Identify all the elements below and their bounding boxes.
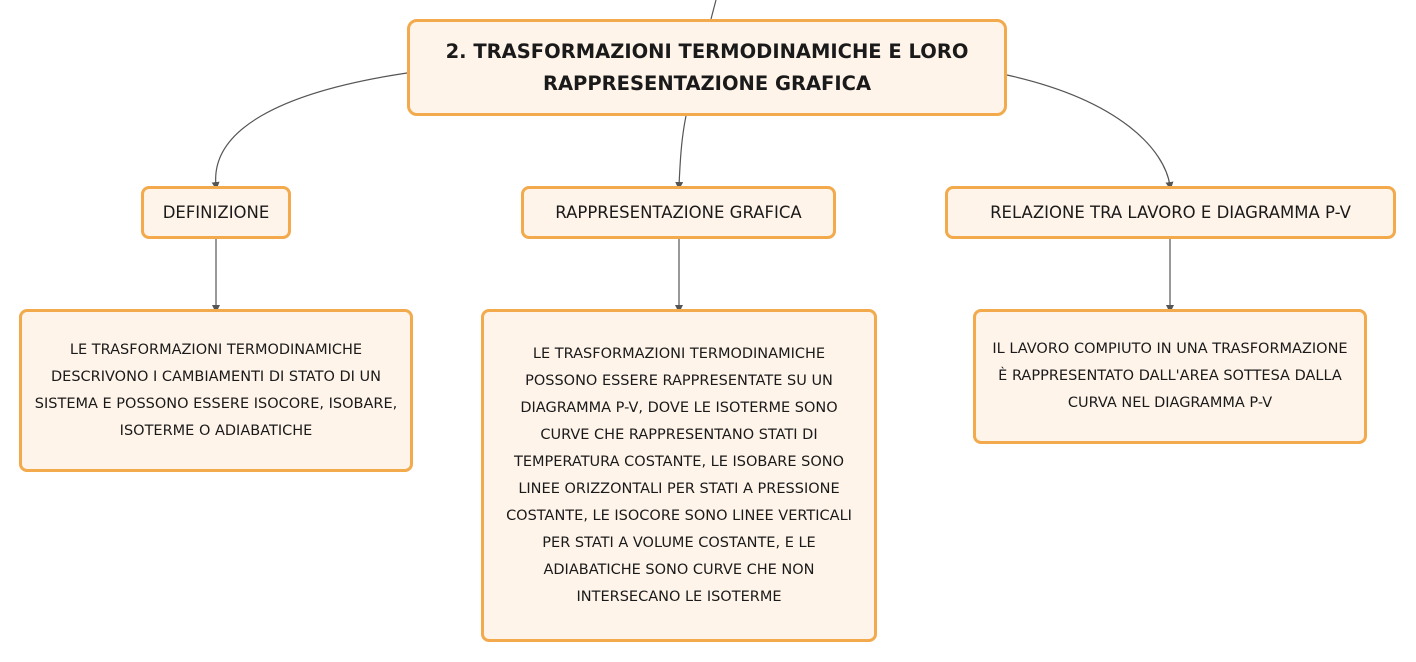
- topic-node-label: RELAZIONE TRA LAVORO E DIAGRAMMA P-V: [990, 203, 1351, 222]
- description-node-relazione-lavoro-diagramma[interactable]: [973, 309, 1367, 444]
- topic-node-definizione[interactable]: [141, 186, 291, 239]
- topic-node-relazione-lavoro-diagramma[interactable]: [945, 186, 1396, 239]
- connector-root-to-rappresentazione: [679, 116, 686, 186]
- topic-node-rappresentazione-grafica[interactable]: [521, 186, 836, 239]
- topic-node-label: DEFINIZIONE: [162, 203, 270, 222]
- topic-node-label: RAPPRESENTAZIONE GRAFICA: [555, 203, 802, 222]
- description-node-definizione[interactable]: [19, 309, 413, 472]
- description-text: LE TRASFORMAZIONI TERMODINAMICHE DESCRIVONO I CAMBIAMENTI DI STATO DI UN SISTEMA E POSSONO ESSERE ISOCORE, ISOBARE, ISOTERME O ADIABATICHE: [34, 341, 398, 439]
- root-node-title: 2. TRASFORMAZIONI TERMODINAMICHE E LORO RAPPRESENTAZIONE GRAFICA: [445, 39, 969, 95]
- root-node[interactable]: [407, 19, 1007, 116]
- connector-root-to-definizione: [216, 73, 407, 186]
- connector-parent-to-root: [711, 0, 716, 19]
- connector-root-to-relazione: [1007, 75, 1170, 186]
- description-text: LE TRASFORMAZIONI TERMODINAMICHE POSSONO ESSERE RAPPRESENTATE SU UN DIAGRAMMA P-V, DOVE LE ISOTERME SONO CURVE CHE RAPPRESENTANO STATI DI TEMPERATURA COSTANTE, LE ISOBARE SONO LINEE ORIZZONTALI PER STATI A PRESSIONE COSTANTE, LE ISOCORE SONO LINEE VERTICALI PER STATI A VOLUME COSTANTE, E LE ADIABATICHE SONO CURVE CHE NON INTERSECANO LE ISOTERME: [506, 345, 852, 605]
- description-text: IL LAVORO COMPIUTO IN UNA TRASFORMAZIONE È RAPPRESENTATO DALL'AREA SOTTESA DALLA CURVA NEL DIAGRAMMA P-V: [992, 341, 1348, 411]
- description-node-rappresentazione-grafica[interactable]: [481, 309, 877, 642]
